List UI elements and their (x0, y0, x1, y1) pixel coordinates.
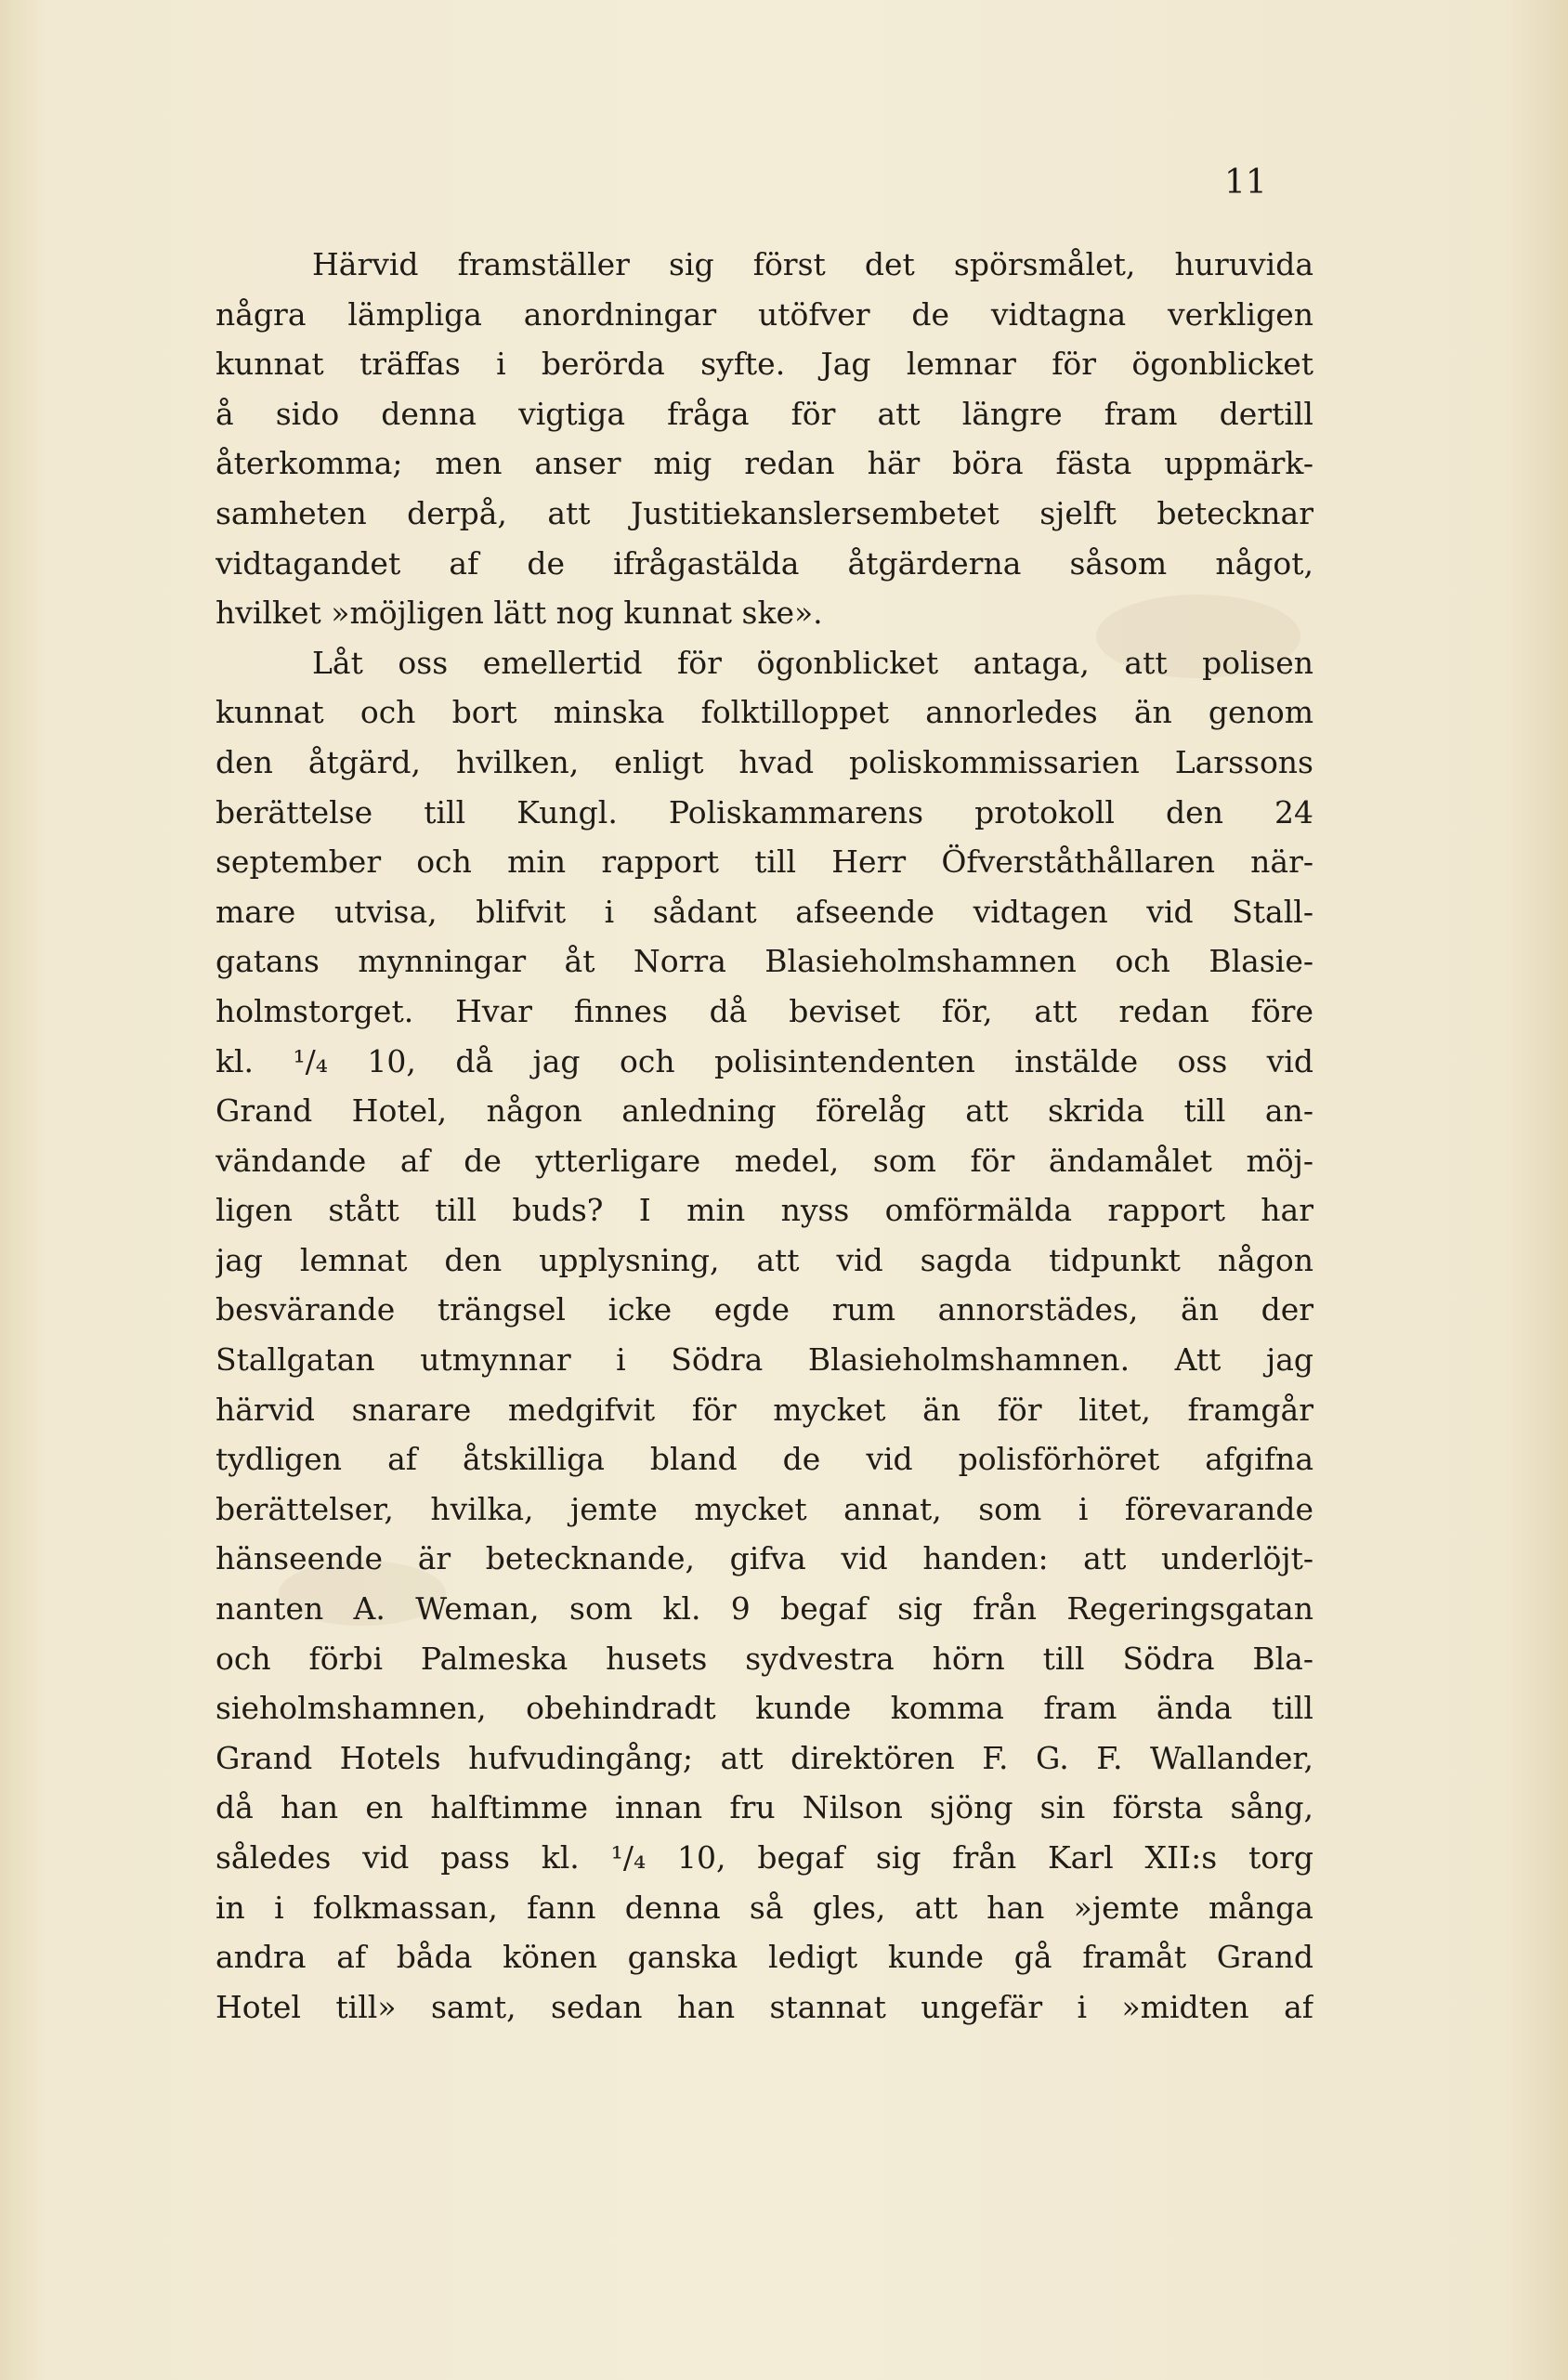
text-line: å sido denna vigtiga fråga för att längre fram dertill (216, 395, 1313, 432)
text-line: den åtgärd, hvilken, enligt hvad poliskommissarien Larssons (216, 743, 1313, 780)
text-line: vändande af de ytterligare medel, som för ändamålet möj- (216, 1142, 1313, 1179)
text-line: härvid snarare medgifvit för mycket än för litet, framgår (216, 1391, 1313, 1428)
text-line: några lämpliga anordningar utöfver de vidtagna verkligen (216, 295, 1313, 333)
text-line: tydligen af åtskilliga bland de vid polisförhöret afgifna (216, 1441, 1313, 1478)
text-line: återkomma; men anser mig redan här böra fästa uppmärk- (216, 445, 1313, 482)
text-line: Grand Hotels hufvudingång; att direktören F. G. F. Wallander, (216, 1739, 1313, 1776)
text-line: nanten A. Weman, som kl. 9 begaf sig från Regeringsgatan (216, 1590, 1313, 1628)
text-line: Låt oss emellertid för ögonblicket antaga, att polisen (312, 644, 1313, 681)
text-line: berättelse till Kungl. Poliskammarens protokoll den 24 (216, 793, 1313, 830)
text-line: besvärande trängsel icke egde rum annorstädes, än der (216, 1291, 1313, 1328)
text-line: Stallgatan utmynnar i Södra Blasieholmshamnen. Att jag (216, 1341, 1313, 1379)
text-line: vidtagandet af de ifrågastälda åtgärderna såsom något, (216, 544, 1313, 582)
page-number: 11 (1224, 163, 1267, 202)
text-line: således vid pass kl. ¹/₄ 10, begaf sig från Karl XII:s torg (216, 1839, 1313, 1876)
text-line: kunnat och bort minska folktilloppet annorledes än genom (216, 694, 1313, 731)
text-line: ligen stått till buds? I min nyss omförmälda rapport har (216, 1192, 1313, 1229)
text-line: och förbi Palmeska husets sydvestra hörn till Södra Bla- (216, 1640, 1313, 1677)
text-line: sieholmshamnen, obehindradt kunde komma fram ända till (216, 1690, 1313, 1727)
text-line: Grand Hotel, någon anledning förelåg att skrida till an- (216, 1092, 1313, 1130)
text-line: mare utvisa, blifvit i sådant afseende vidtagen vid Stall- (216, 893, 1313, 930)
text-line: då han en halftimme innan fru Nilson sjöng sin första sång, (216, 1789, 1313, 1826)
text-line: kunnat träffas i berörda syfte. Jag lemnar för ögonblicket (216, 346, 1313, 383)
text-line: samheten derpå, att Justitiekanslersembetet sjelft betecknar (216, 494, 1313, 531)
text-line: september och min rapport till Herr Öfverståthållaren när- (216, 843, 1313, 881)
text-line: hvilket »möjligen lätt nog kunnat ske». (216, 595, 823, 632)
text-line: holmstorget. Hvar finnes då beviset för, att redan före (216, 992, 1313, 1029)
text-line: Härvid framställer sig först det spörsmålet, huruvida (312, 246, 1313, 282)
text-line: hänseende är betecknande, gifva vid handen: att underlöjt- (216, 1540, 1313, 1577)
body-text (216, 240, 1313, 2032)
text-line: gatans mynningar åt Norra Blasieholmshamnen och Blasie- (216, 943, 1313, 980)
text-line: andra af båda könen ganska ledigt kunde gå framåt Grand (216, 1939, 1313, 1976)
text-line: in i folkmassan, fann denna så gles, att han »jemte många (216, 1889, 1313, 1926)
text-line: jag lemnat den upplysning, att vid sagda tidpunkt någon (216, 1241, 1313, 1278)
text-line: Hotel till» samt, sedan han stannat ungefär i »midten af (216, 1988, 1313, 2025)
text-line: kl. ¹/₄ 10, då jag och polisintendenten instälde oss vid (216, 1042, 1313, 1079)
text-line: berättelser, hvilka, jemte mycket annat, som i förevarande (216, 1490, 1313, 1527)
